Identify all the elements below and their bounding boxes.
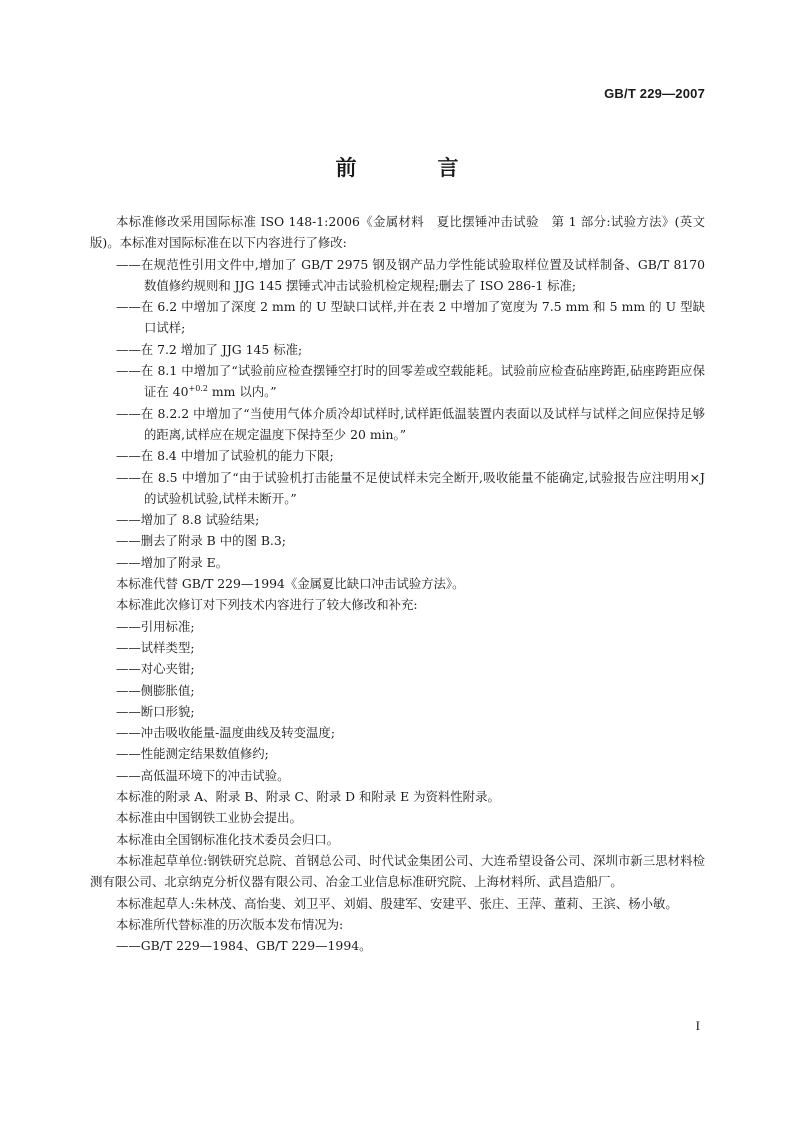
list-item	[90, 680, 705, 701]
list-item	[90, 552, 705, 573]
paragraph-text: ——删去了附录 B 中的图 B.3;	[116, 533, 286, 549]
paragraph-text: ——在 7.2 增加了 JJG 145 标准;	[116, 341, 303, 357]
paragraph-text: ——试样类型;	[116, 639, 195, 655]
paragraph-text: 本标准由中国钢铁工业协会提出。	[116, 810, 302, 826]
list-item	[90, 637, 705, 658]
paragraph	[90, 211, 705, 254]
list-item	[90, 339, 705, 360]
paragraph-text: ——性能测定结果数值修约;	[116, 746, 269, 762]
paragraph-text: ——增加了 8.8 试验结果;	[116, 512, 260, 528]
list-item	[90, 765, 705, 786]
paragraph-text: 本标准此次修订对下列技术内容进行了较大修改和补充:	[116, 597, 418, 613]
list-item	[90, 530, 705, 551]
paragraph-text: ——断口形貌;	[116, 703, 195, 719]
list-item	[90, 509, 705, 530]
list-item	[90, 658, 705, 679]
paragraph	[90, 807, 705, 828]
standard-code: GB/T 229—2007	[604, 86, 705, 101]
paragraph-text: ——在规范性引用文件中,增加了 GB/T 2975 钢及钢产品力学性能试验取样位置及试样制备、GB/T 8170 数值修约规则和 JJG 145 摆锤式冲击试验机检定规程;删去了 ISO 286-1 标准;	[116, 256, 705, 293]
page-title: 前 言	[335, 156, 489, 180]
paragraph-text: ——冲击吸收能量-温度曲线及转变温度;	[116, 725, 336, 741]
paragraph-text: ——在 6.2 中增加了深度 2 mm 的 U 型缺口试样,并在表 2 中增加了宽度为 7.5 mm 和 5 mm 的 U 型缺口试样;	[116, 299, 705, 336]
paragraph	[90, 893, 705, 914]
paragraph-text: mm 以内。”	[207, 384, 277, 400]
paragraph-text: 本标准起草人:朱林茂、高怡斐、刘卫平、刘娟、殷建军、安建平、张庄、王萍、董莉、王滨、杨小敏。	[116, 895, 678, 911]
paragraph	[90, 914, 705, 935]
paragraph	[90, 786, 705, 807]
paragraph-text: 本标准代替 GB/T 229—1994《金属夏比缺口冲击试验方法》。	[116, 576, 465, 592]
paragraph-text: 本标准修改采用国际标准 ISO 148-1:2006《金属材料 夏比摆锤冲击试验 第 1 部分:试验方法》(英文版)。本标准对国际标准在以下内容进行了修改:	[90, 214, 705, 251]
paragraph	[90, 594, 705, 615]
paragraph-text: ——在 8.2.2 中增加了“当使用气体介质冷却试样时,试样距低温装置内表面以及试样与试样之间应保持足够的距离,试样应在规定温度下保持至少 20 min。”	[116, 405, 705, 442]
paragraph-text: ——在 8.4 中增加了试验机的能力下限;	[116, 448, 334, 464]
list-item	[90, 616, 705, 637]
list-item	[90, 722, 705, 743]
tolerance-superscript: +0.2	[188, 384, 208, 394]
list-item	[90, 296, 705, 339]
paragraph-text: ——对心夹钳;	[116, 661, 195, 677]
list-item	[90, 743, 705, 764]
paragraph-text: ——侧膨胀值;	[116, 682, 195, 698]
paragraph-text: ——GB/T 229—1984、GB/T 229—1994。	[116, 938, 372, 954]
document-body	[90, 211, 705, 956]
paragraph-text: 本标准的附录 A、附录 B、附录 C、附录 D 和附录 E 为资料性附录。	[116, 789, 500, 805]
list-item	[90, 467, 705, 510]
list-item	[90, 403, 705, 446]
paragraph	[90, 850, 705, 893]
list-item	[90, 935, 705, 956]
paragraph-text: ——在 8.1 中增加了“试验前应检查摆锤空打时的回零差或空载能耗。试验前应检查砧座跨距,砧座跨距应保证在 40	[116, 363, 705, 400]
paragraph-text: 本标准所代替标准的历次版本发布情况为:	[116, 916, 344, 932]
paragraph	[90, 573, 705, 594]
page-number: I	[695, 1018, 700, 1033]
paragraph-text: 本标准起草单位:钢铁研究总院、首钢总公司、时代试金集团公司、大连希望设备公司、深圳市新三思材料检测有限公司、北京纳克分析仪器有限公司、冶金工业信息标准研究院、上海材料所、武昌造船厂。	[90, 852, 705, 890]
paragraph-text: ——在 8.5 中增加了“由于试验机打击能量不足使试样未完全断开,吸收能量不能确定,试验报告应注明用×J 的试验机试验,试样未断开。”	[116, 469, 705, 506]
list-item	[90, 445, 705, 466]
list-item	[90, 254, 705, 297]
paragraph	[90, 829, 705, 850]
paragraph-text: 本标准由全国钢标准化技术委员会归口。	[116, 831, 340, 847]
paragraph-text: ——引用标准;	[116, 618, 195, 634]
list-item	[90, 701, 705, 722]
paragraph-text: ——增加了附录 E。	[116, 554, 229, 570]
list-item	[90, 360, 705, 403]
paragraph-text: ——高低温环境下的冲击试验。	[116, 767, 290, 783]
